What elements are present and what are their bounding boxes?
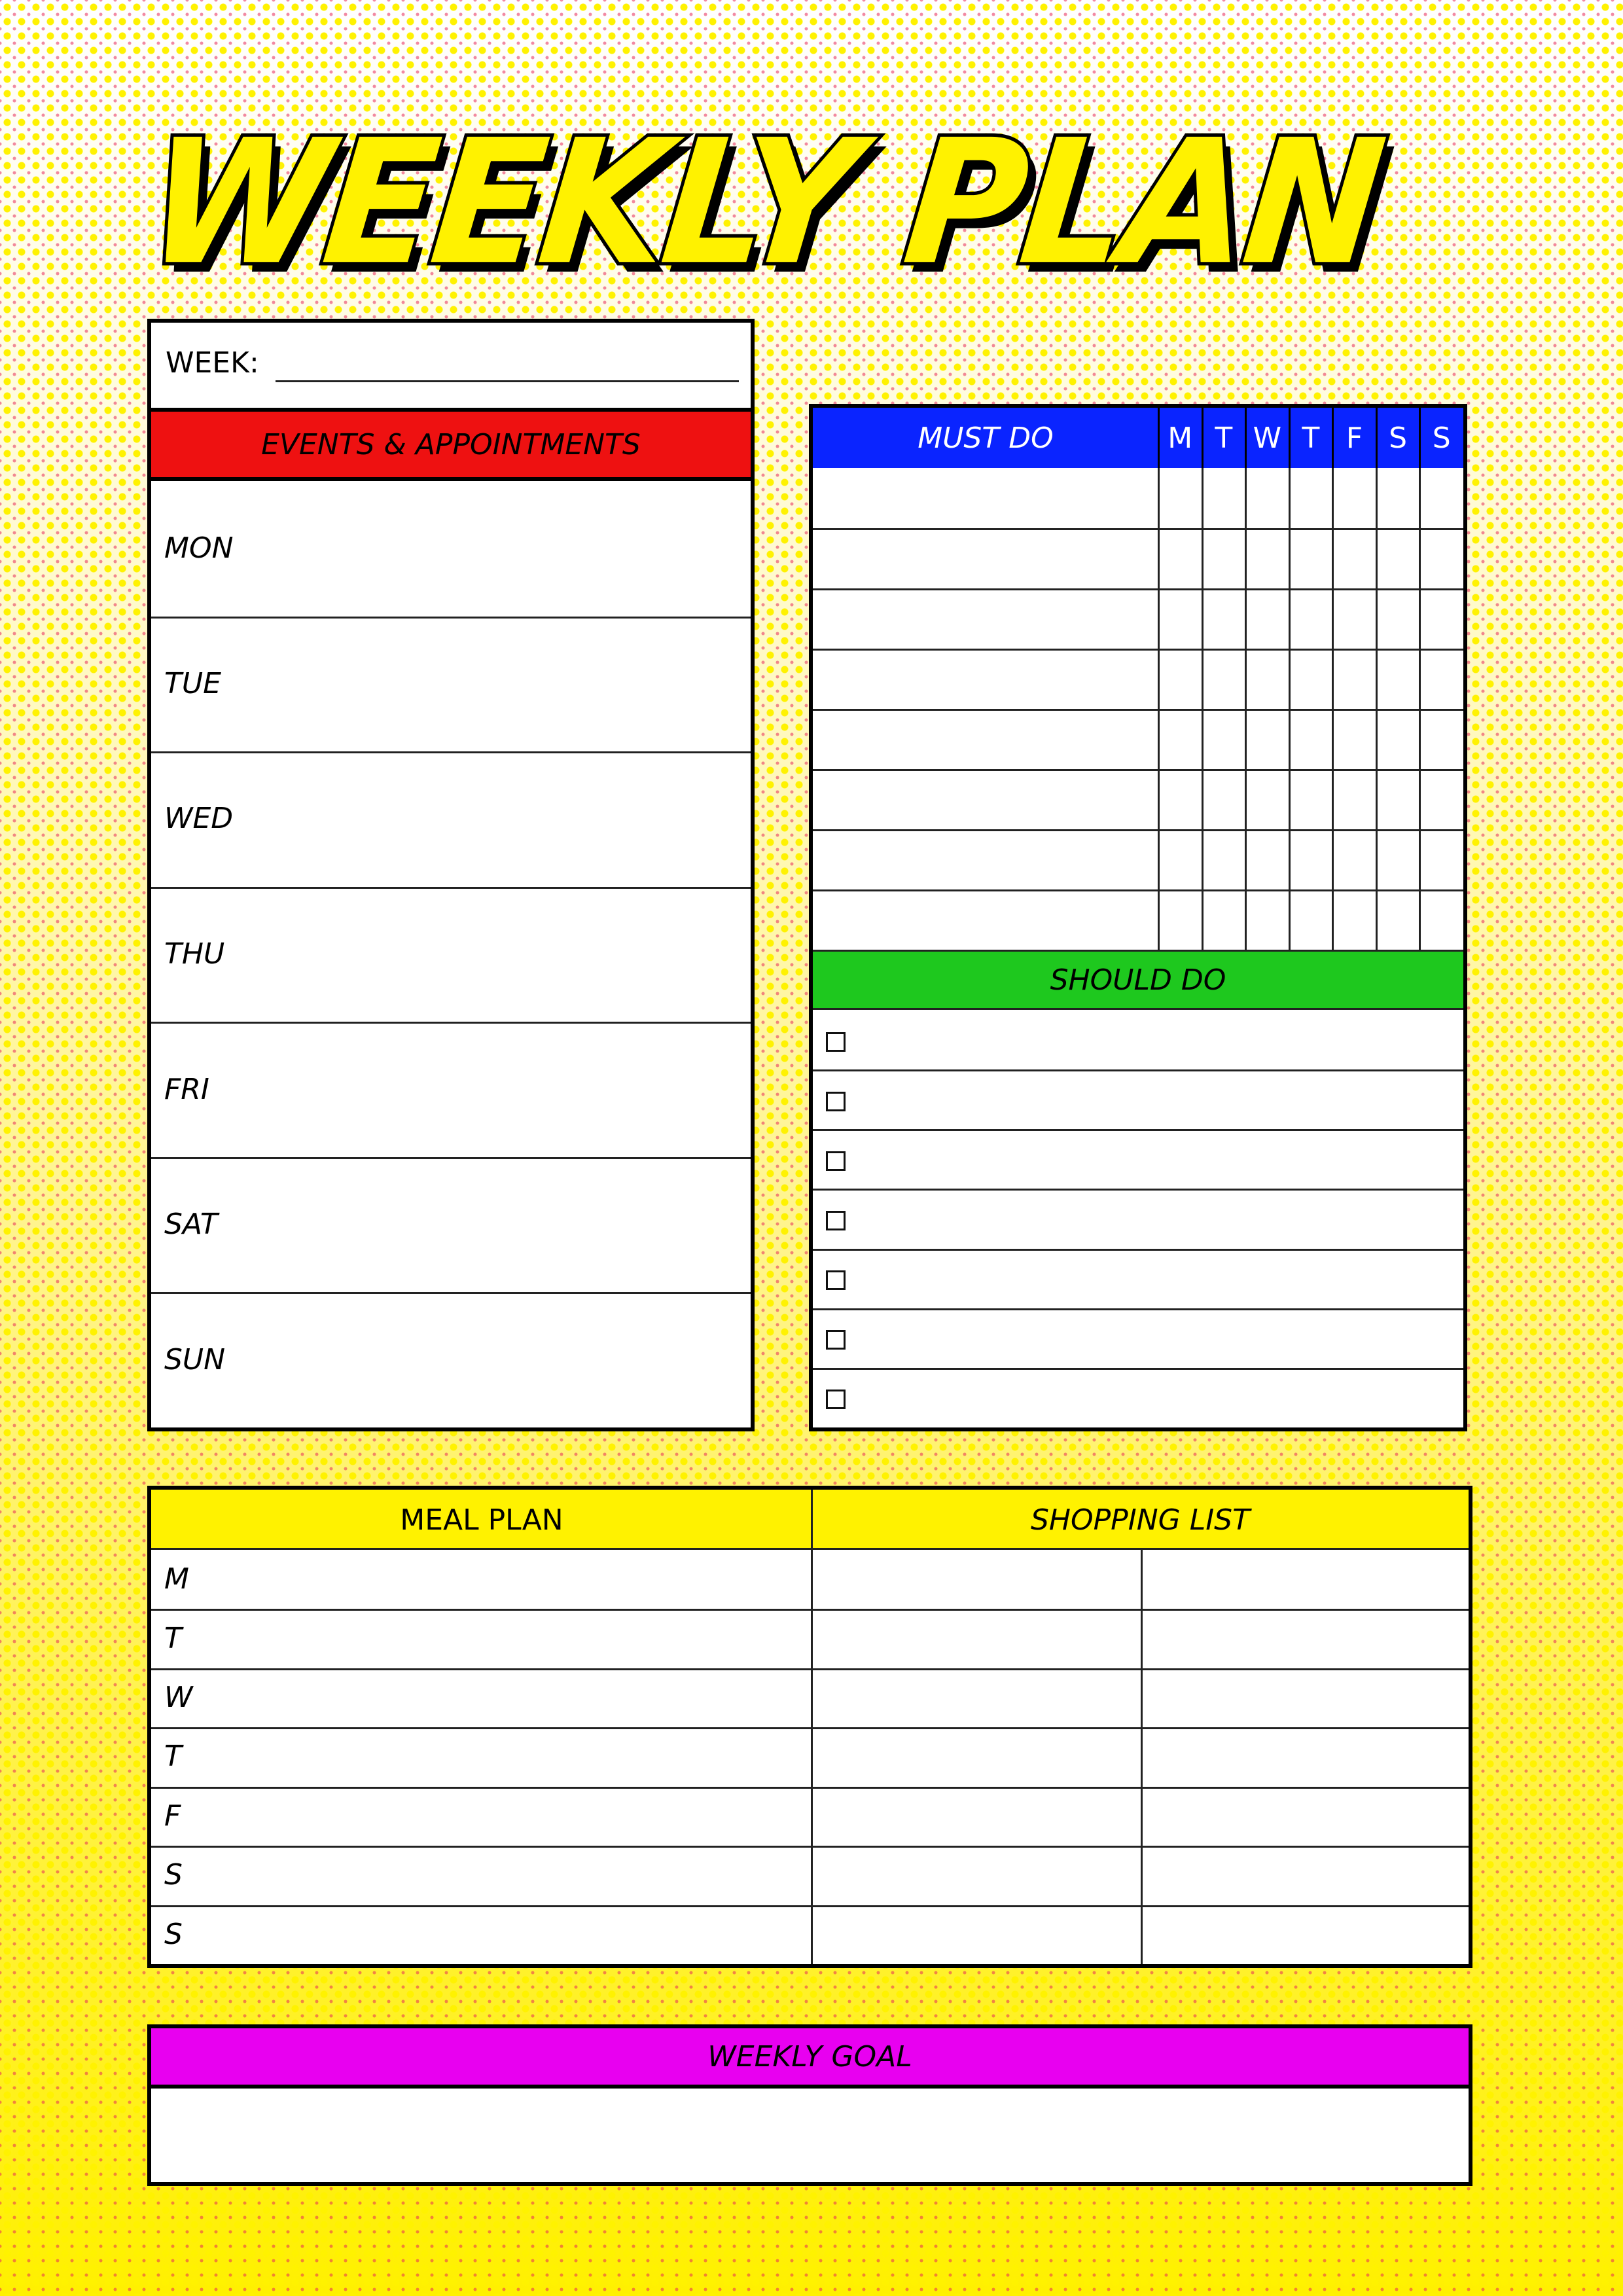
should-do-item[interactable] [813,1129,1463,1189]
must-do-day-cell[interactable] [1419,889,1463,950]
must-do-day-cell[interactable] [1158,829,1202,889]
must-do-row[interactable] [813,528,1463,588]
meal-row[interactable] [151,1846,1469,1905]
shopping-cell[interactable] [1143,1905,1469,1964]
must-do-day-cell[interactable] [1202,829,1246,889]
must-do-day-cell[interactable] [1202,769,1246,829]
must-do-row[interactable] [813,889,1463,950]
shopping-cell[interactable] [1143,1727,1469,1786]
event-day-label: SUN [164,1342,226,1376]
row-divider [813,1368,1463,1370]
must-do-day-cell[interactable] [1289,588,1333,649]
must-do-day-cell[interactable] [1376,588,1420,649]
must-do-day-cell[interactable] [1376,769,1420,829]
must-do-day-cell[interactable] [1158,769,1202,829]
must-do-day-cell[interactable] [1419,649,1463,709]
checkbox-icon[interactable] [826,1092,846,1111]
meal-day-label: W [164,1681,193,1715]
should-do-item[interactable] [813,1249,1463,1308]
column-divider [1158,408,1160,468]
event-day-row[interactable] [151,1022,751,1157]
must-do-day-cell[interactable] [1376,649,1420,709]
must-do-day-cell[interactable] [1158,588,1202,649]
row-divider [151,1157,751,1159]
must-do-day-cell[interactable] [1376,528,1420,588]
events-panel [147,319,755,1431]
must-do-row[interactable] [813,468,1463,528]
should-do-item[interactable] [813,1069,1463,1129]
shopping-cell[interactable] [813,1727,1140,1786]
shopping-cell[interactable] [1143,1550,1469,1609]
must-do-day-cell[interactable] [1419,709,1463,769]
must-do-day-cell[interactable] [1202,588,1246,649]
shopping-cell[interactable] [813,1668,1140,1727]
meal-row[interactable] [151,1550,1469,1609]
must-do-day-cell[interactable] [1158,709,1202,769]
event-day-label: SAT [164,1208,218,1242]
meal-row[interactable] [151,1905,1469,1964]
must-do-day-column: F [1346,421,1363,455]
should-do-header-label: SHOULD DO [1050,963,1226,997]
checkbox-icon[interactable] [826,1032,846,1052]
must-do-row[interactable] [813,829,1463,889]
shopping-cell[interactable] [1143,1846,1469,1905]
must-do-day-cell[interactable] [1289,468,1333,528]
meal-plan-header: MEAL PLAN [400,1503,563,1537]
must-do-day-cell[interactable] [1245,769,1289,829]
must-do-day-cell[interactable] [1332,528,1376,588]
column-divider [1289,408,1291,468]
event-day-label: TUE [164,666,221,700]
row-divider [813,1129,1463,1131]
checkbox-icon[interactable] [826,1390,846,1409]
must-do-day-cell[interactable] [1332,889,1376,950]
meal-row[interactable] [151,1727,1469,1786]
must-do-day-cell[interactable] [1289,709,1333,769]
must-do-header-label: MUST DO [918,421,1054,455]
meal-row[interactable] [151,1609,1469,1668]
meal-day-label: S [164,1917,183,1951]
must-do-day-cell[interactable] [1202,468,1246,528]
must-do-day-cell[interactable] [1289,528,1333,588]
row-divider [151,887,751,889]
tasks-panel [809,404,1467,1431]
shopping-cell[interactable] [1143,1609,1469,1668]
row-divider [813,1189,1463,1191]
meal-day-label: S [164,1858,183,1892]
row-divider [813,1069,1463,1071]
event-day-label: THU [164,937,225,971]
must-do-day-cell[interactable] [1245,528,1289,588]
shopping-cell[interactable] [813,1905,1140,1964]
row-divider [151,1022,751,1024]
shopping-cell[interactable] [1143,1787,1469,1846]
should-do-item[interactable] [813,1368,1463,1427]
row-divider [813,1249,1463,1251]
must-do-day-cell[interactable] [1332,649,1376,709]
must-do-day-cell[interactable] [1202,709,1246,769]
column-divider [1419,408,1421,468]
column-divider [1245,408,1247,468]
must-do-day-cell[interactable] [1245,588,1289,649]
must-do-row[interactable] [813,769,1463,829]
must-do-day-cell[interactable] [1419,588,1463,649]
shopping-list-header: SHOPPING LIST [1031,1503,1250,1537]
must-do-row[interactable] [813,709,1463,769]
must-do-day-cell[interactable] [1376,709,1420,769]
must-do-day-cell[interactable] [1376,889,1420,950]
event-day-row[interactable] [151,1157,751,1293]
checkbox-icon[interactable] [826,1151,846,1171]
must-do-day-cell[interactable] [1245,829,1289,889]
checkbox-icon[interactable] [826,1211,846,1230]
column-divider [1202,408,1204,468]
weekly-goal-label: WEEKLY GOAL [707,2039,912,2073]
shopping-cell[interactable] [813,1550,1140,1609]
must-do-day-cell[interactable] [1332,468,1376,528]
must-do-day-cell[interactable] [1332,769,1376,829]
must-do-day-cell[interactable] [1419,769,1463,829]
event-day-row[interactable] [151,1292,751,1427]
row-divider [151,617,751,619]
must-do-day-column: W [1253,421,1282,455]
event-day-row[interactable] [151,481,751,617]
must-do-day-cell[interactable] [1158,528,1202,588]
events-header-label: EVENTS & APPOINTMENTS [261,427,641,461]
must-do-day-cell[interactable] [1419,528,1463,588]
must-do-day-cell[interactable] [1289,769,1333,829]
weekly-goal-header [151,2028,1469,2089]
must-do-day-cell[interactable] [1158,468,1202,528]
must-do-day-cell[interactable] [1245,889,1289,950]
must-do-day-columns [813,408,1463,468]
must-do-day-column: T [1215,421,1233,455]
must-do-day-cell[interactable] [1419,468,1463,528]
should-do-list [813,1010,1463,1427]
must-do-day-cell[interactable] [1376,829,1420,889]
must-do-day-cell[interactable] [1202,649,1246,709]
meal-day-label: T [164,1621,182,1655]
must-do-header [813,408,1463,468]
events-header [151,408,751,481]
meal-day-label: F [164,1799,181,1833]
meal-shopping-panel [147,1486,1472,1968]
event-day-label: WED [164,802,234,836]
must-do-day-cell[interactable] [1376,468,1420,528]
meal-shopping-header [151,1490,1469,1550]
weekly-goal-panel [147,2024,1472,2186]
must-do-day-cell[interactable] [1245,709,1289,769]
must-do-day-cell[interactable] [1245,468,1289,528]
event-day-row[interactable] [151,617,751,752]
must-do-row[interactable] [813,649,1463,709]
page-title: WEEKLY PLAN [138,102,1389,303]
meal-rows [151,1550,1469,1964]
shopping-cell[interactable] [813,1846,1140,1905]
should-do-item[interactable] [813,1308,1463,1368]
row-divider [151,751,751,753]
must-do-day-cell[interactable] [1289,829,1333,889]
must-do-day-cell[interactable] [1289,649,1333,709]
event-day-label: MON [164,531,234,565]
must-do-day-column: T [1302,421,1320,455]
must-do-day-cell[interactable] [1332,829,1376,889]
week-input-line[interactable] [276,380,739,382]
should-do-item[interactable] [813,1010,1463,1069]
shopping-cell[interactable] [813,1787,1140,1846]
must-do-day-column: S [1389,421,1408,455]
shopping-cell[interactable] [1143,1668,1469,1727]
column-divider [1332,408,1334,468]
must-do-day-cell[interactable] [1332,709,1376,769]
must-do-day-cell[interactable] [1202,889,1246,950]
must-do-day-cell[interactable] [1332,588,1376,649]
week-label: WEEK: [166,346,259,380]
meal-day-label: M [164,1562,189,1596]
event-day-row[interactable] [151,751,751,887]
must-do-day-cell[interactable] [1289,889,1333,950]
must-do-row[interactable] [813,588,1463,649]
shopping-cell[interactable] [813,1609,1140,1668]
weekly-goal-field[interactable] [151,2089,1469,2182]
must-do-day-cell[interactable] [1419,829,1463,889]
meal-row[interactable] [151,1787,1469,1846]
week-row [151,323,751,408]
should-do-item[interactable] [813,1189,1463,1248]
must-do-day-cell[interactable] [1202,528,1246,588]
events-days [151,481,751,1427]
must-do-day-cell[interactable] [1158,649,1202,709]
row-divider [151,1292,751,1294]
should-do-header [813,950,1463,1010]
must-do-day-column: M [1168,421,1193,455]
checkbox-icon[interactable] [826,1330,846,1350]
event-day-label: FRI [164,1072,209,1106]
must-do-day-column: S [1432,421,1451,455]
checkbox-icon[interactable] [826,1270,846,1290]
column-divider [1376,408,1378,468]
event-day-row[interactable] [151,887,751,1022]
meal-day-label: T [164,1740,182,1774]
must-do-day-cell[interactable] [1158,889,1202,950]
must-do-grid [813,468,1463,950]
meal-row[interactable] [151,1668,1469,1727]
must-do-day-cell[interactable] [1245,649,1289,709]
row-divider [813,1308,1463,1310]
